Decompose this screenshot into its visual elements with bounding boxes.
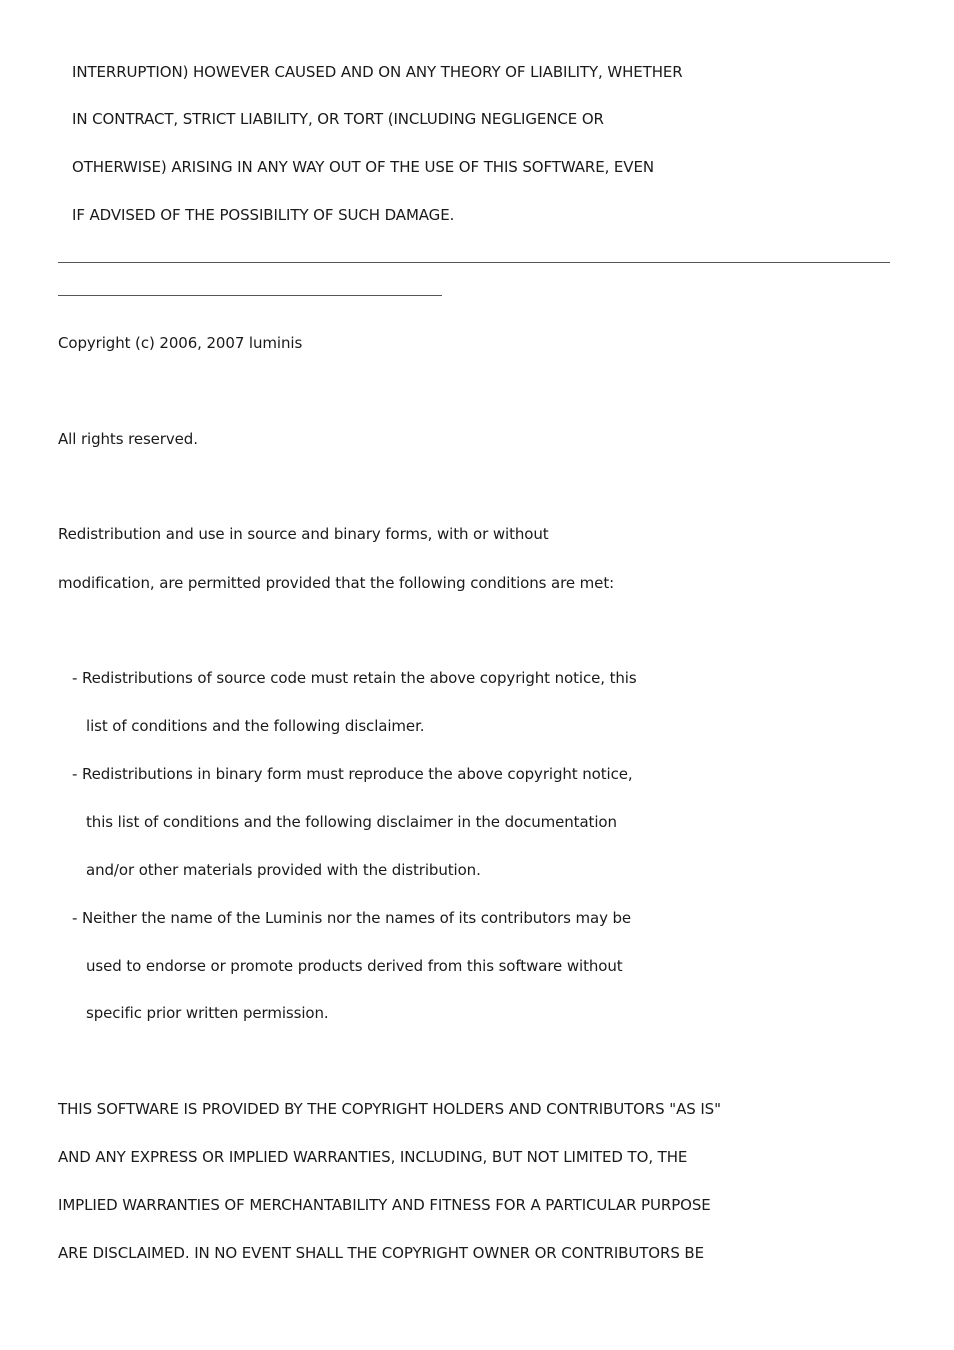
license-tail-line-3: OTHERWISE) ARISING IN ANY WAY OUT OF THE USE OF THIS SOFTWARE, EVEN [58,158,654,176]
disclaimer-line-1: THIS SOFTWARE IS PROVIDED BY THE COPYRIGHT HOLDERS AND CONTRIBUTORS "AS IS" [58,1100,721,1118]
condition-line-8: specific prior written permission. [58,1004,329,1022]
condition-line-5: and/or other materials provided with the distribution. [58,861,481,879]
disclaimer-line-4: ARE DISCLAIMED. IN NO EVENT SHALL THE COPYRIGHT OWNER OR CONTRIBUTORS BE [58,1244,704,1262]
intro-line-1: Redistribution and use in source and binary forms, with or without [58,525,549,543]
rights-line: All rights reserved. [58,430,198,448]
condition-line-1: - Redistributions of source code must retain the above copyright notice, this [58,669,637,687]
condition-line-7: used to endorse or promote products derived from this software without [58,957,623,975]
license-tail-line-2: IN CONTRACT, STRICT LIABILITY, OR TORT (INCLUDING NEGLIGENCE OR [58,110,604,128]
condition-line-3: - Redistributions in binary form must reproduce the above copyright notice, [58,765,633,783]
disclaimer-line-2: AND ANY EXPRESS OR IMPLIED WARRANTIES, INCLUDING, BUT NOT LIMITED TO, THE [58,1148,688,1166]
separator-rule-long [58,262,890,263]
intro-line-2: modification, are permitted provided that the following conditions are met: [58,574,615,592]
condition-line-6: - Neither the name of the Luminis nor the names of its contributors may be [58,909,632,927]
disclaimer-line-3: IMPLIED WARRANTIES OF MERCHANTABILITY AND FITNESS FOR A PARTICULAR PURPOSE [58,1196,711,1214]
copyright-line: Copyright (c) 2006, 2007 luminis [58,334,303,352]
license-tail-line-1: INTERRUPTION) HOWEVER CAUSED AND ON ANY THEORY OF LIABILITY, WHETHER [58,63,683,81]
condition-line-2: list of conditions and the following disclaimer. [58,717,425,735]
license-tail-line-4: IF ADVISED OF THE POSSIBILITY OF SUCH DAMAGE. [58,206,455,224]
condition-line-4: this list of conditions and the following disclaimer in the documentation [58,813,617,831]
separator-rule-short [58,295,442,296]
